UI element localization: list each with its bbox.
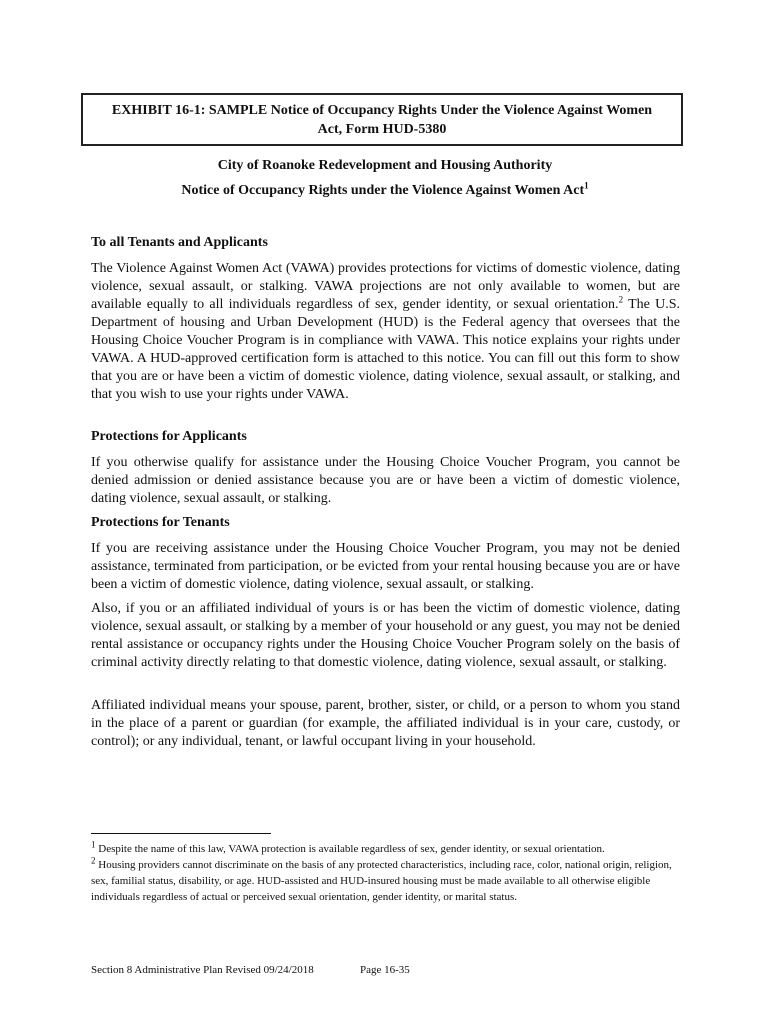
tenants-heading: Protections for Tenants <box>91 515 230 530</box>
affiliated-individual-paragraph: Affiliated individual means your spouse, parent, brother, sister, or child, or a person to whom you stand in the place of a parent or guardian (for example, the affiliated individual is in your care, custody, or control); or any individual, tenant, or lawful occupant living in your household. <box>91 698 680 749</box>
footnotes <box>91 841 680 905</box>
footnote-ref-1: 1 <box>584 180 589 191</box>
tenants-paragraph-2: Also, if you or an affiliated individual of yours is or has been the victim of domestic violence, dating violence, sexual assault, or stalking by a member of your household or any guest, you may not be denied rental assistance or occupancy rights under the Housing Choice Voucher Program solely on the basis of criminal activity directly relating to that domestic violence, dating violence, sexual assault, or stalking. <box>91 601 680 670</box>
footnote-2-number: 2 <box>91 855 96 866</box>
footnote-1-text: Despite the name of this law, VAWA protection is available regardless of sex, gender identity, or sexual orientation. <box>95 843 605 855</box>
exhibit-title-box <box>81 93 683 146</box>
intro-paragraph <box>91 260 680 404</box>
intro-text-part2: The U.S. Department of housing and Urban Development (HUD) is the Federal agency that oversees that the Housing Choice Voucher Program is in compliance with VAWA. This notice explains your rights under VAWA. A HUD-approved certification form is attached to this notice. You can fill out this form to show that you are or have been a victim of domestic violence, dating violence, sexual assault, or stalking, and that you wish to use your rights under VAWA. <box>91 297 680 402</box>
footnote-divider <box>91 833 271 834</box>
footnote-ref-2: 2 <box>618 294 624 305</box>
tenants-paragraph-1: If you are receiving assistance under the Housing Choice Voucher Program, you may not be denied assistance, terminated from participation, or be evicted from your rental housing because you are or have been a victim of domestic violence, dating violence, sexual assault, or stalking. <box>91 541 680 592</box>
exhibit-title-line2: Act, Form HUD-5380 <box>317 122 447 137</box>
footnote-2-text: Housing providers cannot discriminate on the basis of any protected characteristics, including race, color, national origin, religion, sex, familial status, disability, or age. HUD-assisted and HUD-insured housing must be made available to all otherwise eligible individuals regardless of actual or perceived sexual orientation, gender identity, or marital status. <box>91 859 672 903</box>
exhibit-title-line1: EXHIBIT 16-1: SAMPLE Notice of Occupancy Rights Under the Violence Against Women <box>111 103 653 118</box>
notice-title <box>0 180 770 199</box>
footnote-1-number: 1 <box>91 839 96 850</box>
footer-plan-revision: Section 8 Administrative Plan Revised 09/24/2018 <box>91 964 314 976</box>
footnote-1 <box>91 841 680 857</box>
notice-title-text: Notice of Occupancy Rights under the Violence Against Women Act <box>181 183 585 198</box>
tenants-applicants-heading: To all Tenants and Applicants <box>91 235 268 250</box>
intro-text-part1: The Violence Against Women Act (VAWA) provides protections for victims of domestic violence, dating violence, sexual assault, or stalking. VAWA projections are not only available to women, but are available equally to all individuals regardless of sex, gender identity, or sexual orientation. <box>91 261 680 312</box>
footnote-2 <box>91 857 680 905</box>
footer-page-number: Page 16-35 <box>360 964 410 976</box>
applicants-heading: Protections for Applicants <box>91 429 247 444</box>
applicants-paragraph: If you otherwise qualify for assistance under the Housing Choice Voucher Program, you cannot be denied admission or denied assistance because you are or have been a victim of domestic violence, dating violence, sexual assault, or stalking. <box>91 455 680 506</box>
authority-name: City of Roanoke Redevelopment and Housing Authority <box>217 158 553 173</box>
